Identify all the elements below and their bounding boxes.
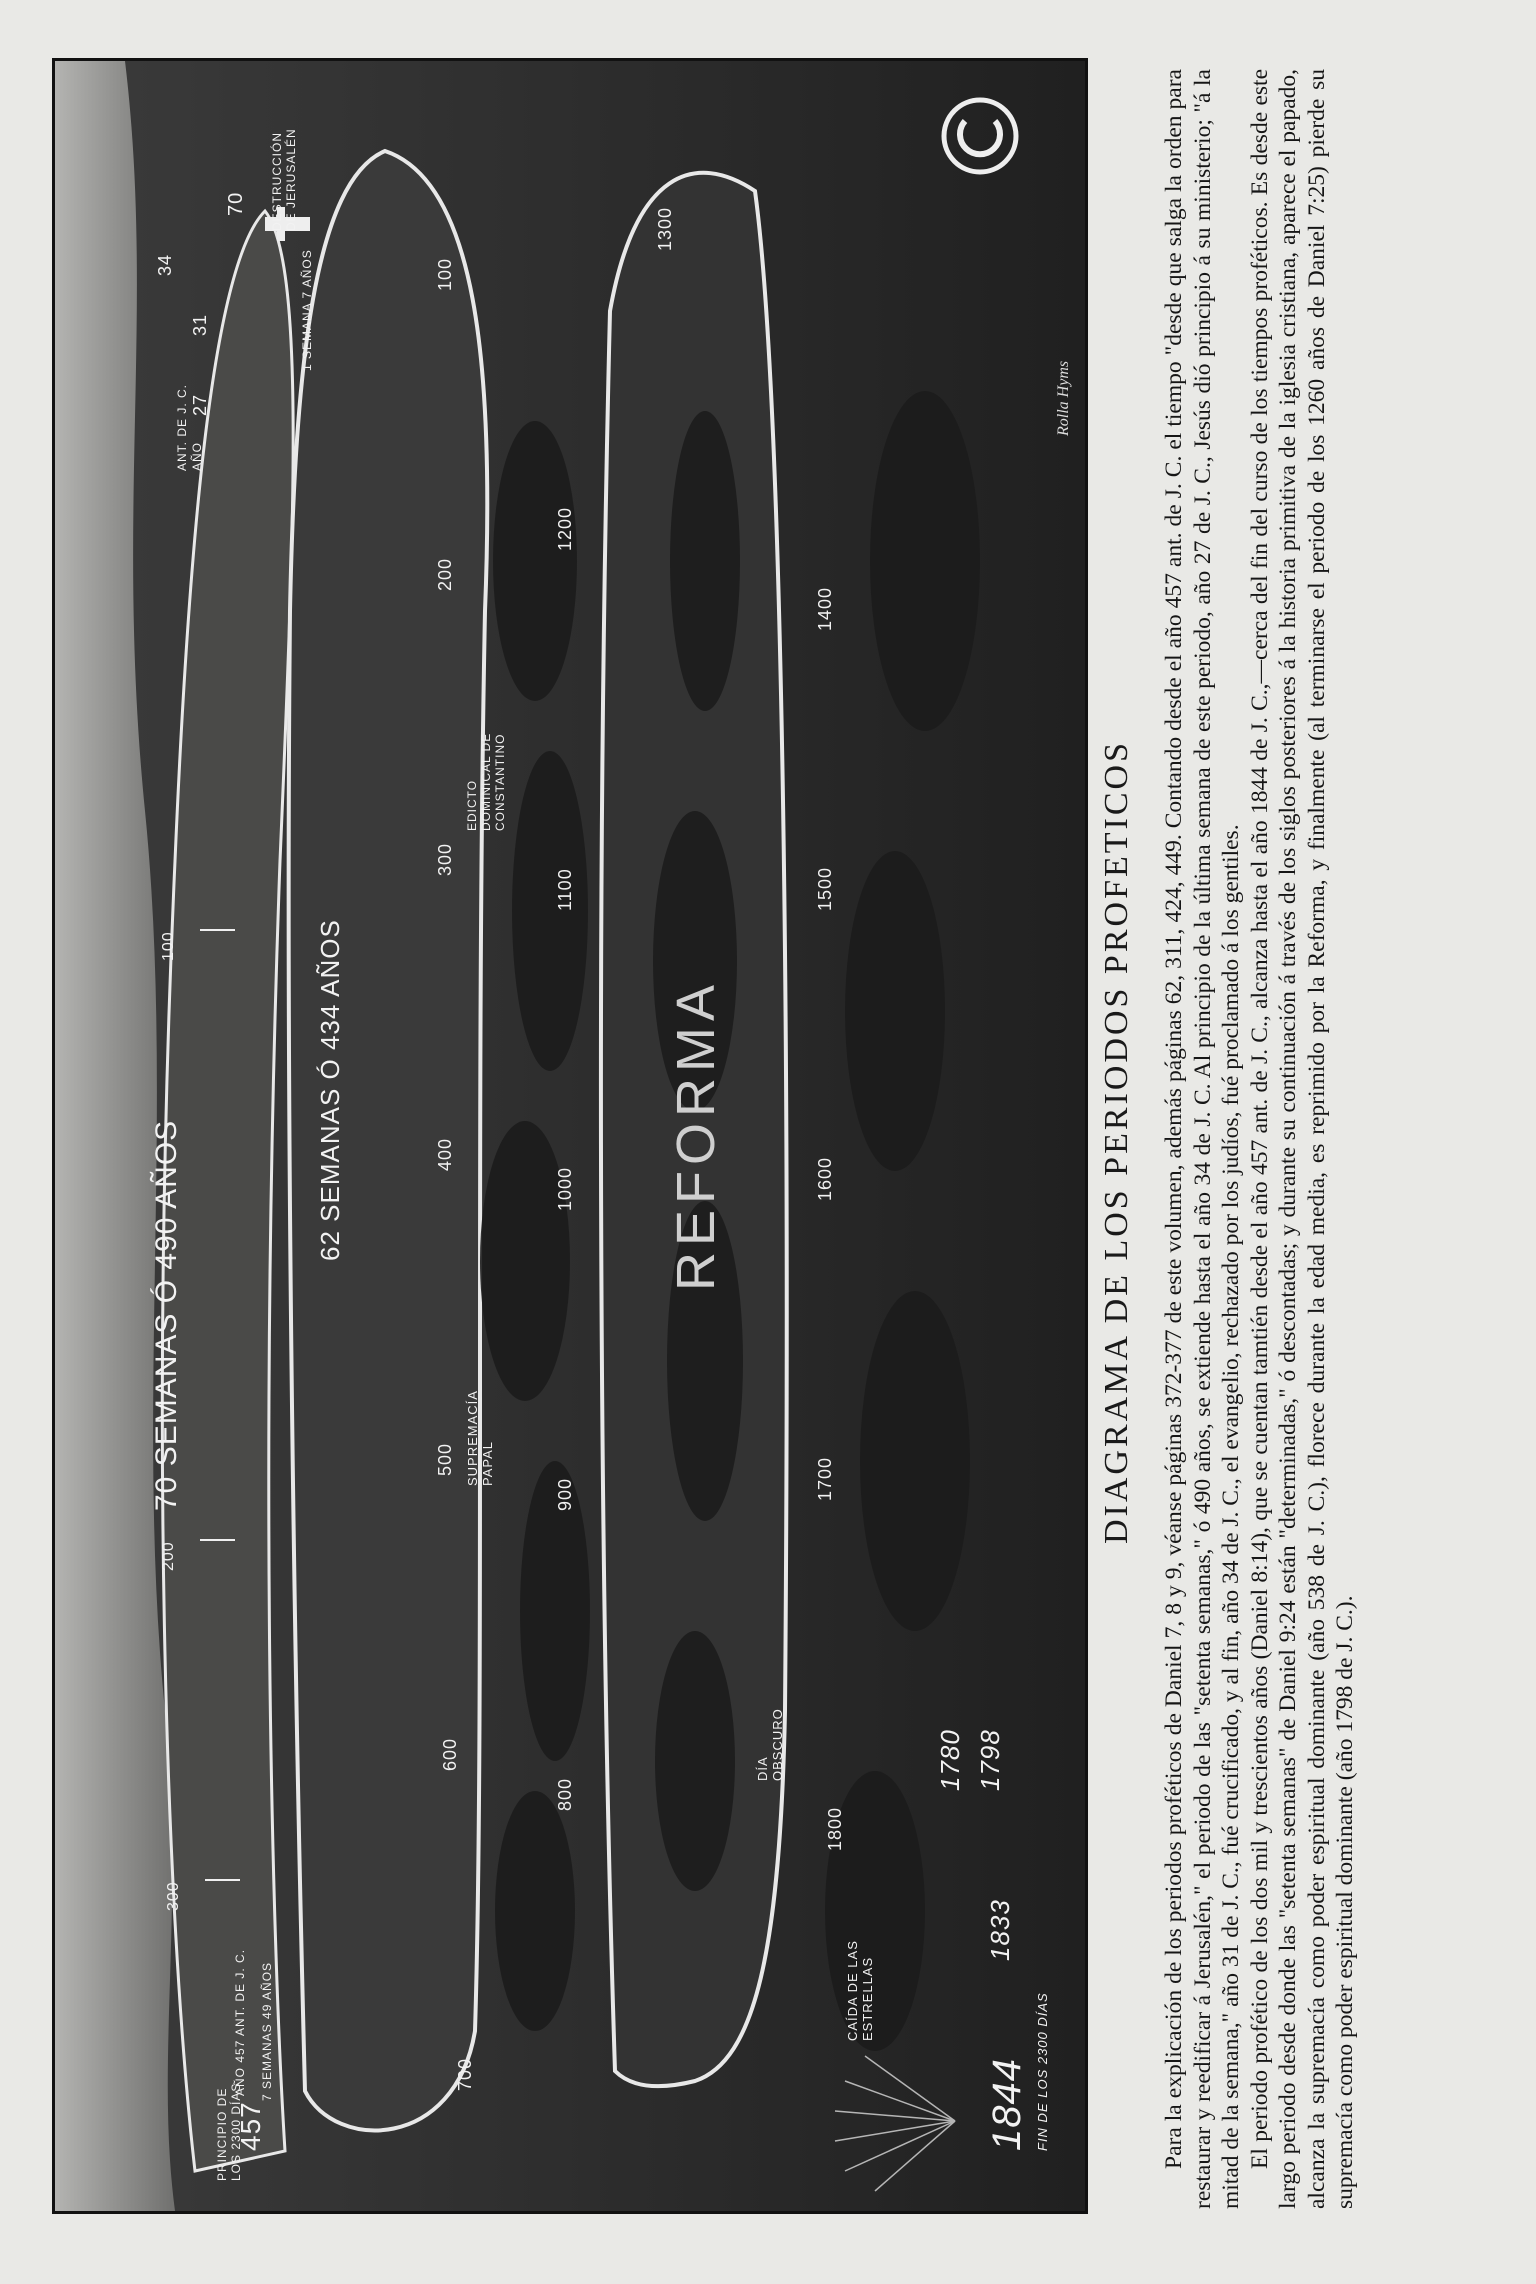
row3-tick-label: 1600 bbox=[815, 1156, 835, 1201]
paragraph: Para la explicación de los periodos proféticos de Daniel 7, 8 y 9, véanse páginas 372-377 de este volumen, además páginas 62, 311, 424, 449. Contando desde el año 457 ant. de J. C. el tiempo "desde que salga la orden para restaurar y reedificar á Jerusalén," el periodo de las "setenta semanas," ó 490 años, se extiende hasta el año 34 de J. C. Al principio de la última semana de este periodo, año 27 de J. C., Jesús dió principio á su ministerio; "á la mitad de la semana," año 31 de J. C., fué crucificado, y al fin, año 34 de J. C., el evangelio, rechazado por los judíos, fué proclamado á los gentiles. bbox=[1161, 69, 1244, 2209]
row2-tick-label: 1000 bbox=[555, 1166, 575, 1211]
papal-label: SUPREMACÍA PAPAL bbox=[465, 1390, 495, 1486]
ant-label: ANT. DE J. C. bbox=[175, 383, 189, 471]
prophetic-diagram-illustration bbox=[52, 58, 1088, 2214]
row3-tick-label: 1800 bbox=[825, 1806, 845, 1851]
end-label: FIN DE LOS 2300 DÍAS bbox=[1035, 1992, 1050, 2151]
start-note: AÑO 457 ANT. DE J. C. bbox=[233, 1948, 247, 2096]
falling-stars-label: CAÍDA DE LAS ESTRELLAS bbox=[845, 1940, 875, 2041]
body-text bbox=[1160, 69, 1360, 2209]
year-70: 70 bbox=[225, 191, 247, 216]
row1-tick-label: 100 bbox=[435, 257, 455, 291]
outer-tick-label: 200 bbox=[160, 1541, 177, 1571]
edict-label: EDICTO DOMINICAL DE CONSTANTINO bbox=[465, 732, 507, 831]
row1-tick-label: 200 bbox=[435, 557, 455, 591]
tick bbox=[200, 929, 235, 931]
page-title: DIAGRAMA DE LOS PERIODOS PROFETICOS bbox=[1098, 740, 1135, 1544]
tick bbox=[200, 1539, 235, 1541]
row1-tick-label: 400 bbox=[435, 1137, 455, 1171]
artist-signature: Rolla Hyms bbox=[1055, 360, 1072, 436]
year-27: 27 bbox=[190, 393, 210, 416]
landscape-artwork bbox=[55, 61, 1085, 2211]
row3-tick-label: 1700 bbox=[815, 1456, 835, 1501]
row1-tick-label: 600 bbox=[440, 1737, 460, 1771]
outer-tick-label: 100 bbox=[160, 931, 177, 961]
year-1780: 1780 bbox=[935, 1729, 965, 1791]
paragraph: El periodo profético de los dos mil y trescientos años (Daniel 8:14), que se cuentan tamtién desde el año 457 ant. de J. C., alcanza hasta el año 1844 de J. C.,—cerca del fin del curso de los tiempos proféticos. Es desde este largo periodo desde donde las "setenta semanas" de Daniel 9:24 están "determinadas," ó descontadas; y durante su continuación á través de los siglos posteriores á la historia primitiva de la iglesia cristiana, aparece el papado, alcanza la supremacía como poder espiritual dominante (año 538 de J. C.), florece durante la edad media, es reprimido por la Reforma, y finalmente (al terminarse el periodo de los 1260 años de Daniel 7:25) pierde su supremacía como poder espiritual dominante (año 1798 de J. C.). bbox=[1246, 69, 1358, 2209]
tick bbox=[205, 1879, 240, 1881]
copyright-logo-icon bbox=[935, 91, 1025, 181]
outer-tick-label: 300 bbox=[165, 1881, 182, 1911]
year-31: 31 bbox=[190, 313, 210, 336]
year-34: 34 bbox=[155, 253, 175, 276]
year-1798: 1798 bbox=[975, 1729, 1005, 1791]
row3-tick-label: 1400 bbox=[815, 586, 835, 631]
row3-tick-label: 1500 bbox=[815, 866, 835, 911]
seven-weeks-label: 7 SEMANAS 49 AÑOS bbox=[260, 1961, 274, 2101]
one-week-label: 1 SEMANA 7 AÑOS bbox=[300, 249, 314, 371]
ad-label: AÑO bbox=[190, 441, 204, 471]
row2-tick-label: 1200 bbox=[555, 506, 575, 551]
end-year: 1844 bbox=[985, 2058, 1029, 2151]
row2-tick-label: 800 bbox=[555, 1777, 575, 1811]
dark-day-label: DÍA OBSCURO bbox=[755, 1708, 785, 1781]
row1-tick-label: 700 bbox=[455, 2057, 475, 2091]
year-1833: 1833 bbox=[985, 1899, 1015, 1961]
row2-tick-label: 1100 bbox=[555, 868, 575, 911]
row2-tick-label: 900 bbox=[555, 1477, 575, 1511]
inner-band-label: 62 SEMANAS Ó 434 AÑOS bbox=[315, 919, 345, 1261]
row1-tick-label: 300 bbox=[435, 842, 455, 876]
start-year: 457 bbox=[235, 2101, 266, 2151]
outer-band-label: 70 SEMANAS Ó 490 AÑOS bbox=[150, 1119, 183, 1511]
row1-tick-label: 500 bbox=[435, 1442, 455, 1476]
row2-tick-label: 1300 bbox=[655, 206, 675, 251]
destruction-label: DESTRUCCIÓN DE JERUSALÉN bbox=[270, 128, 298, 231]
reform-label: REFORMA bbox=[666, 979, 726, 1291]
start-label: PRINCIPIO DE LOS 2300 DÍAS bbox=[215, 2082, 243, 2181]
